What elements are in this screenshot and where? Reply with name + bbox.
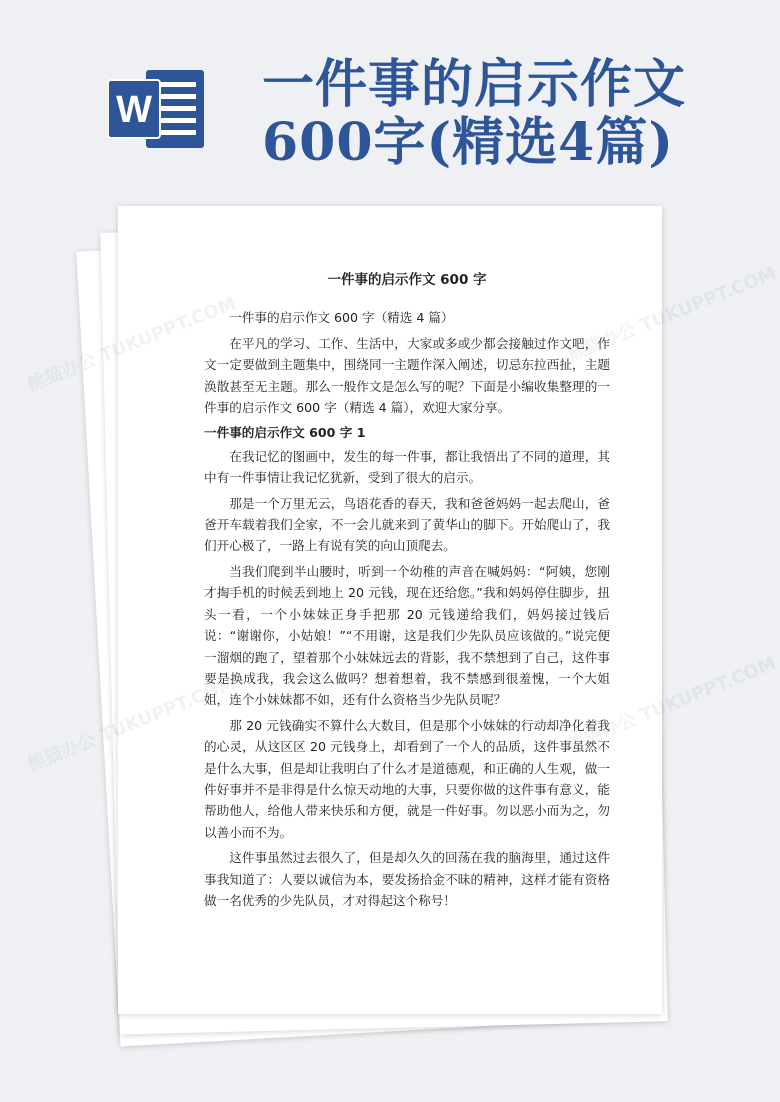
word-document-icon [108,66,206,152]
header-banner [0,0,780,200]
watermark: 熊猫办公 [24,349,100,396]
word-logo-letter: W [116,89,152,131]
watermark: 熊猫办公 [24,729,100,776]
document-title: 一件事的启示作文 600 字 [327,272,487,288]
section-heading: 一件事的启示作文 600 字 1 [204,425,366,441]
paragraph-1: 在我记忆的图画中，发生的每一件事，都让我悟出了不同的道理，其中有一件事情让我记忆犹新，受到了很大的启示。 [204,448,610,486]
page-title [262,56,772,172]
document-intro: 在平凡的学习、工作、生活中，大家或多或少都会接触过作文吧，作文一定要做到主题集中，围绕同一主题作深入阐述，切忌东拉西扯，主题涣散甚至无主题。那么一般作文是怎么写的呢？下面是小编收集整理的一件事的启示作文 600 字（精选 4 篇），欢迎大家分享。 [204,335,610,416]
page-title-line-2: 600字(精选4篇) [262,112,674,173]
page-title-line-1: 一件事的启示作文 [262,54,687,115]
document-subtitle: 一件事的启示作文 600 字（精选 4 篇） [229,310,454,326]
paragraph-3: 当我们爬到半山腰时，听到一个幼稚的声音在喊妈妈：“阿姨，您刚才掏手机的时候丢到地上 20 元钱，现在还给您。”我和妈妈停住脚步，扭头一看，一个小妹妹正身手把那 20 元钱递给我们，妈妈接过钱后说：“谢谢你，小姑娘！”“不用谢，这是我们少先队员应该做的。”说完便一溜烟的跑了，望着那个小妹妹远去的背影，我不禁想到了自己，这件事要是换成我，我会这么做吗？想着想着，我不禁感到很羞愧，一个大姐姐，连个小妹妹都不如，还有什么资格当少先队员呢？ [204,563,610,708]
watermark: 熊猫办公 TUKUPPT.COM [564,262,779,366]
document-body [204,270,610,915]
paragraph-5: 这件事虽然过去很久了，但是却久久的回荡在我的脑海里，通过这件事我知道了：人要以诚信为本，要发扬拾金不昧的精神，这样才能有资格做一名优秀的少先队员，才对得起这个称号！ [204,850,610,908]
watermark: 熊猫办公 TUKUPPT.COM [564,652,779,756]
paragraph-2: 那是一个万里无云，鸟语花香的春天，我和爸爸妈妈一起去爬山，爸爸开车载着我们全家，不一会儿就来到了黄华山的脚下。开始爬山了，我们开心极了，一路上有说有笑的向山顶爬去。 [204,495,610,554]
paragraph-4: 那 20 元钱确实不算什么大数目，但是那个小妹妹的行动却净化着我的心灵，从这区区 20 元钱身上，却看到了一个人的品质，这件事虽然不是什么大事，但是却让我明白了什么才是道德观，和正确的人生观，做一件好事并不是非得是什么惊天动地的大事，只要你做的这件事有意义，能帮助他人，给他人带来快乐和方便，就是一件好事。勿以恶小而为之，勿以善小而不为。 [204,717,610,840]
